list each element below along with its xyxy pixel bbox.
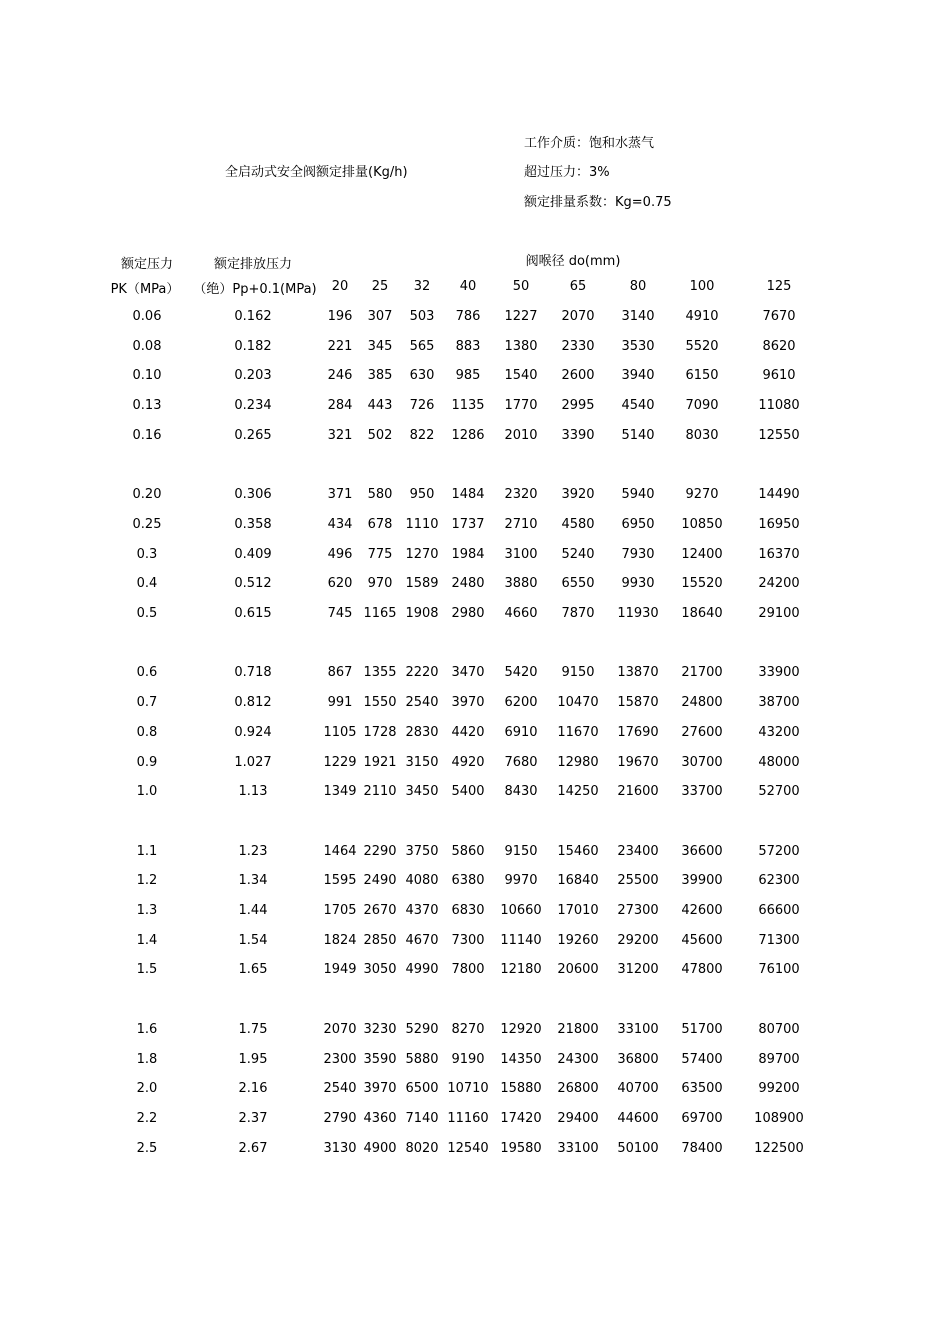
flow-cell: 25500 — [617, 873, 659, 889]
flow-cell: 14490 — [758, 487, 800, 503]
flow-cell: 29200 — [617, 932, 659, 948]
flow-cell: 18640 — [681, 606, 723, 621]
flow-cell: 57400 — [681, 1051, 723, 1067]
flow-cell: 991 — [327, 695, 353, 711]
flow-cell: 2600 — [561, 368, 595, 384]
flow-cell: 1355 — [363, 665, 397, 681]
flow-cell: 5880 — [405, 1051, 439, 1067]
flow-cell: 36600 — [681, 843, 723, 859]
page-title: 全启动式安全阀额定排量(Kg/h) — [225, 165, 408, 180]
flow-cell: 2320 — [504, 487, 538, 503]
flow-cell: 5940 — [621, 487, 655, 503]
flow-cell: 2490 — [363, 873, 397, 889]
discharge-pressure-cell: 2.37 — [238, 1110, 268, 1126]
flow-cell: 196 — [327, 309, 353, 324]
flow-cell: 11930 — [617, 606, 659, 621]
flow-cell: 6150 — [685, 368, 719, 384]
flow-cell: 12550 — [758, 427, 800, 443]
flow-cell: 16370 — [758, 546, 800, 562]
flow-cell: 45600 — [681, 932, 723, 948]
flow-cell: 3390 — [561, 427, 595, 443]
flow-cell: 26800 — [557, 1081, 599, 1097]
discharge-pressure-cell: 0.182 — [234, 338, 272, 354]
diameter-header-50: 50 — [512, 279, 530, 294]
pressure-cell: 0.9 — [136, 754, 158, 770]
flow-cell: 4360 — [363, 1110, 397, 1126]
flow-cell: 307 — [367, 309, 393, 324]
discharge-pressure-cell: 0.718 — [234, 665, 272, 681]
diameter-header-25: 25 — [371, 279, 389, 294]
discharge-pressure-cell: 1.44 — [238, 903, 268, 918]
flow-cell: 12920 — [500, 1021, 542, 1037]
flow-cell: 565 — [409, 338, 435, 354]
flow-cell: 36800 — [617, 1051, 659, 1067]
flow-cell: 50100 — [617, 1140, 659, 1156]
flow-cell: 3940 — [621, 368, 655, 384]
flow-cell: 2010 — [504, 427, 538, 443]
pressure-cell: 0.8 — [136, 724, 158, 740]
flow-cell: 71300 — [758, 932, 800, 948]
flow-cell: 27300 — [617, 903, 659, 918]
flow-cell: 2830 — [405, 724, 439, 740]
flow-cell: 20600 — [557, 962, 599, 978]
flow-cell: 42600 — [681, 903, 723, 918]
flow-cell: 21600 — [617, 784, 659, 800]
flow-cell: 6380 — [451, 873, 485, 889]
flow-cell: 3050 — [363, 962, 397, 978]
flow-cell: 3880 — [504, 576, 538, 592]
flow-cell: 48000 — [758, 754, 800, 770]
flow-cell: 11160 — [447, 1110, 489, 1126]
flow-cell: 1105 — [323, 724, 357, 740]
flow-cell: 580 — [367, 487, 393, 503]
flow-cell: 17420 — [500, 1110, 542, 1126]
flow-cell: 4370 — [405, 903, 439, 918]
discharge-pressure-cell: 0.265 — [234, 427, 272, 443]
flow-cell: 4580 — [561, 516, 595, 532]
flow-cell: 40700 — [617, 1081, 659, 1097]
flow-cell: 63500 — [681, 1081, 723, 1097]
flow-cell: 15870 — [617, 695, 659, 711]
flow-cell: 24300 — [557, 1051, 599, 1067]
discharge-pressure-cell: 0.812 — [234, 695, 272, 711]
flow-cell: 21800 — [557, 1021, 599, 1037]
flow-cell: 1286 — [451, 427, 485, 443]
flow-cell: 8020 — [405, 1140, 439, 1156]
pk-header-line2: PK（MPa） — [110, 282, 180, 297]
pressure-cell: 0.6 — [136, 665, 158, 681]
pressure-cell: 0.3 — [136, 546, 158, 562]
pressure-cell: 0.13 — [132, 398, 162, 414]
flow-cell: 6550 — [561, 576, 595, 592]
flow-cell: 7930 — [621, 546, 655, 562]
flow-cell: 15880 — [500, 1081, 542, 1097]
flow-cell: 57200 — [758, 843, 800, 859]
discharge-pressure-cell: 1.65 — [238, 962, 268, 978]
flow-cell: 630 — [409, 368, 435, 384]
pressure-cell: 1.5 — [136, 962, 158, 978]
flow-cell: 11670 — [557, 724, 599, 740]
flow-cell: 5290 — [405, 1021, 439, 1037]
flow-cell: 15460 — [557, 843, 599, 859]
flow-cell: 1824 — [323, 932, 357, 948]
flow-cell: 1540 — [504, 368, 538, 384]
discharge-pressure-cell: 1.34 — [238, 873, 268, 889]
flow-cell: 12540 — [447, 1140, 489, 1156]
diameter-header: 阀喉径 do(mm) — [525, 254, 621, 269]
pressure-cell: 1.8 — [136, 1051, 158, 1067]
flow-cell: 1908 — [405, 606, 439, 621]
flow-cell: 29400 — [557, 1110, 599, 1126]
flow-cell: 5240 — [561, 546, 595, 562]
flow-cell: 9930 — [621, 576, 655, 592]
flow-cell: 2480 — [451, 576, 485, 592]
discharge-pressure-cell: 0.615 — [234, 606, 272, 621]
flow-cell: 51700 — [681, 1021, 723, 1037]
flow-cell: 321 — [327, 427, 353, 443]
flow-cell: 12400 — [681, 546, 723, 562]
flow-cell: 6500 — [405, 1081, 439, 1097]
flow-cell: 80700 — [758, 1021, 800, 1037]
flow-cell: 7800 — [451, 962, 485, 978]
flow-cell: 47800 — [681, 962, 723, 978]
flow-cell: 99200 — [758, 1081, 800, 1097]
flow-cell: 16840 — [557, 873, 599, 889]
flow-cell: 883 — [455, 338, 481, 354]
flow-cell: 7670 — [762, 309, 796, 324]
flow-cell: 385 — [367, 368, 393, 384]
flow-cell: 10660 — [500, 903, 542, 918]
flow-cell: 1705 — [323, 903, 357, 918]
discharge-pressure-cell: 0.512 — [234, 576, 272, 592]
flow-cell: 284 — [327, 398, 353, 414]
flow-cell: 66600 — [758, 903, 800, 918]
flow-cell: 3590 — [363, 1051, 397, 1067]
pressure-cell: 1.4 — [136, 932, 158, 948]
flow-cell: 3750 — [405, 843, 439, 859]
flow-cell: 2110 — [363, 784, 397, 800]
flow-cell: 6830 — [451, 903, 485, 918]
pressure-cell: 2.5 — [136, 1140, 158, 1156]
flow-cell: 122500 — [754, 1140, 804, 1156]
flow-cell: 2850 — [363, 932, 397, 948]
flow-cell: 5420 — [504, 665, 538, 681]
flow-cell: 2220 — [405, 665, 439, 681]
flow-cell: 21700 — [681, 665, 723, 681]
flow-cell: 1550 — [363, 695, 397, 711]
flow-cell: 9970 — [504, 873, 538, 889]
flow-cell: 9150 — [504, 843, 538, 859]
flow-cell: 17690 — [617, 724, 659, 740]
flow-cell: 2995 — [561, 398, 595, 414]
flow-cell: 14250 — [557, 784, 599, 800]
flow-cell: 13870 — [617, 665, 659, 681]
flow-cell: 19260 — [557, 932, 599, 948]
medium-label: 工作介质：饱和水蒸气 — [524, 136, 655, 151]
flow-cell: 345 — [367, 338, 393, 354]
flow-cell: 38700 — [758, 695, 800, 711]
flow-cell: 1229 — [323, 754, 357, 770]
discharge-pressure-cell: 0.203 — [234, 368, 272, 384]
flow-cell: 19670 — [617, 754, 659, 770]
flow-cell: 2300 — [323, 1051, 357, 1067]
flow-cell: 8430 — [504, 784, 538, 800]
flow-cell: 14350 — [500, 1051, 542, 1067]
pressure-cell: 0.20 — [132, 487, 162, 503]
flow-cell: 1484 — [451, 487, 485, 503]
discharge-pressure-cell: 1.54 — [238, 932, 268, 948]
flow-cell: 8030 — [685, 427, 719, 443]
discharge-pressure-cell: 2.67 — [238, 1140, 268, 1156]
pp-header-line2: （绝）Pp+0.1(MPa) — [193, 282, 317, 297]
flow-cell: 9190 — [451, 1051, 485, 1067]
flow-cell: 7680 — [504, 754, 538, 770]
pressure-cell: 0.08 — [132, 338, 162, 354]
diameter-header-125: 125 — [766, 279, 792, 294]
flow-cell: 17010 — [557, 903, 599, 918]
flow-cell: 7870 — [561, 606, 595, 621]
flow-cell: 12180 — [500, 962, 542, 978]
flow-cell: 2290 — [363, 843, 397, 859]
flow-cell: 6200 — [504, 695, 538, 711]
flow-cell: 5400 — [451, 784, 485, 800]
flow-cell: 33900 — [758, 665, 800, 681]
pressure-cell: 0.16 — [132, 427, 162, 443]
flow-cell: 3530 — [621, 338, 655, 354]
flow-cell: 108900 — [754, 1110, 804, 1126]
flow-cell: 39900 — [681, 873, 723, 889]
flow-cell: 30700 — [681, 754, 723, 770]
pk-header-line1: 额定压力 — [120, 257, 174, 272]
flow-cell: 5520 — [685, 338, 719, 354]
discharge-pressure-cell: 0.162 — [234, 309, 272, 324]
flow-cell: 1984 — [451, 546, 485, 562]
flow-cell: 23400 — [617, 843, 659, 859]
flow-cell: 2710 — [504, 516, 538, 532]
flow-cell: 9150 — [561, 665, 595, 681]
flow-cell: 1380 — [504, 338, 538, 354]
flow-cell: 7140 — [405, 1110, 439, 1126]
flow-cell: 1770 — [504, 398, 538, 414]
flow-cell: 3150 — [405, 754, 439, 770]
diameter-header-20: 20 — [331, 279, 349, 294]
flow-cell: 2540 — [323, 1081, 357, 1097]
pressure-cell: 1.1 — [136, 843, 158, 859]
flow-cell: 1135 — [451, 398, 485, 414]
flow-cell: 1737 — [451, 516, 485, 532]
discharge-pressure-cell: 0.924 — [234, 724, 272, 740]
discharge-pressure-cell: 1.13 — [238, 784, 268, 800]
flow-cell: 5140 — [621, 427, 655, 443]
flow-cell: 4910 — [685, 309, 719, 324]
pressure-cell: 0.7 — [136, 695, 158, 711]
flow-cell: 78400 — [681, 1140, 723, 1156]
flow-cell: 9270 — [685, 487, 719, 503]
flow-cell: 1110 — [405, 516, 439, 532]
flow-cell: 31200 — [617, 962, 659, 978]
flow-cell: 726 — [409, 398, 435, 414]
flow-cell: 33700 — [681, 784, 723, 800]
flow-cell: 1728 — [363, 724, 397, 740]
flow-cell: 2670 — [363, 903, 397, 918]
overpressure-label: 超过压力：3% — [524, 165, 610, 180]
flow-cell: 6910 — [504, 724, 538, 740]
pressure-cell: 1.0 — [136, 784, 158, 800]
discharge-pressure-cell: 0.234 — [234, 398, 272, 414]
pressure-cell: 1.6 — [136, 1021, 158, 1037]
flow-cell: 69700 — [681, 1110, 723, 1126]
flow-cell: 1270 — [405, 546, 439, 562]
pressure-cell: 2.0 — [136, 1081, 158, 1097]
flow-cell: 89700 — [758, 1051, 800, 1067]
pressure-cell: 1.3 — [136, 903, 158, 918]
diameter-header-65: 65 — [569, 279, 587, 294]
flow-cell: 24200 — [758, 576, 800, 592]
flow-cell: 10850 — [681, 516, 723, 532]
flow-cell: 822 — [409, 427, 435, 443]
pp-header-line1: 额定排放压力 — [213, 257, 293, 272]
flow-cell: 2330 — [561, 338, 595, 354]
flow-cell: 62300 — [758, 873, 800, 889]
flow-cell: 1595 — [323, 873, 357, 889]
flow-cell: 1464 — [323, 843, 357, 859]
flow-cell: 745 — [327, 606, 353, 621]
flow-cell: 867 — [327, 665, 353, 681]
flow-cell: 678 — [367, 516, 393, 532]
flow-cell: 434 — [327, 516, 353, 532]
flow-cell: 2790 — [323, 1110, 357, 1126]
flow-cell: 1165 — [363, 606, 397, 621]
flow-cell: 3970 — [451, 695, 485, 711]
flow-cell: 496 — [327, 546, 353, 562]
flow-cell: 3970 — [363, 1081, 397, 1097]
flow-cell: 76100 — [758, 962, 800, 978]
flow-cell: 33100 — [557, 1140, 599, 1156]
flow-cell: 33100 — [617, 1021, 659, 1037]
discharge-pressure-cell: 0.358 — [234, 516, 272, 532]
pressure-cell: 0.4 — [136, 576, 158, 592]
flow-cell: 503 — [409, 309, 435, 324]
flow-cell: 1949 — [323, 962, 357, 978]
flow-cell: 502 — [367, 427, 393, 443]
flow-cell: 1227 — [504, 309, 538, 324]
flow-cell: 8620 — [762, 338, 796, 354]
discharge-pressure-cell: 1.23 — [238, 843, 268, 859]
flow-cell: 4900 — [363, 1140, 397, 1156]
diameter-header-80: 80 — [629, 279, 647, 294]
flow-cell: 950 — [409, 487, 435, 503]
flow-cell: 985 — [455, 368, 481, 384]
flow-cell: 44600 — [617, 1110, 659, 1126]
flow-cell: 371 — [327, 487, 353, 503]
pressure-cell: 0.10 — [132, 368, 162, 384]
flow-cell: 3140 — [621, 309, 655, 324]
flow-cell: 4990 — [405, 962, 439, 978]
flow-cell: 7090 — [685, 398, 719, 414]
flow-cell: 27600 — [681, 724, 723, 740]
flow-cell: 246 — [327, 368, 353, 384]
flow-cell: 4420 — [451, 724, 485, 740]
flow-cell: 52700 — [758, 784, 800, 800]
flow-cell: 6950 — [621, 516, 655, 532]
discharge-pressure-cell: 0.306 — [234, 487, 272, 503]
flow-cell: 11140 — [500, 932, 542, 948]
flow-cell: 786 — [455, 309, 481, 324]
flow-cell: 1921 — [363, 754, 397, 770]
flow-cell: 3230 — [363, 1021, 397, 1037]
flow-cell: 1589 — [405, 576, 439, 592]
flow-cell: 16950 — [758, 516, 800, 532]
flow-cell: 8270 — [451, 1021, 485, 1037]
flow-cell: 4920 — [451, 754, 485, 770]
flow-cell: 4660 — [504, 606, 538, 621]
discharge-pressure-cell: 2.16 — [238, 1081, 268, 1097]
flow-cell: 12980 — [557, 754, 599, 770]
flow-cell: 4540 — [621, 398, 655, 414]
flow-cell: 2070 — [561, 309, 595, 324]
flow-cell: 221 — [327, 338, 353, 354]
flow-cell: 2980 — [451, 606, 485, 621]
flow-cell: 3470 — [451, 665, 485, 681]
flow-cell: 5860 — [451, 843, 485, 859]
flow-cell: 4670 — [405, 932, 439, 948]
flow-cell: 11080 — [758, 398, 800, 414]
pressure-cell: 0.06 — [132, 309, 162, 324]
pressure-cell: 2.2 — [136, 1110, 158, 1126]
flow-cell: 2540 — [405, 695, 439, 711]
discharge-pressure-cell: 1.95 — [238, 1051, 268, 1067]
flow-cell: 7300 — [451, 932, 485, 948]
flow-cell: 2070 — [323, 1021, 357, 1037]
flow-cell: 15520 — [681, 576, 723, 592]
flow-cell: 620 — [327, 576, 353, 592]
diameter-header-40: 40 — [459, 279, 477, 294]
flow-cell: 3920 — [561, 487, 595, 503]
flow-cell: 775 — [367, 546, 393, 562]
pressure-cell: 1.2 — [136, 873, 158, 889]
flow-cell: 4080 — [405, 873, 439, 889]
flow-cell: 10470 — [557, 695, 599, 711]
discharge-pressure-cell: 0.409 — [234, 546, 272, 562]
coefficient-label: 额定排量系数：Kg=0.75 — [524, 195, 672, 210]
discharge-pressure-cell: 1.75 — [238, 1021, 268, 1037]
flow-cell: 9610 — [762, 368, 796, 384]
flow-cell: 443 — [367, 398, 393, 414]
flow-cell: 970 — [367, 576, 393, 592]
flow-cell: 29100 — [758, 606, 800, 621]
flow-cell: 3130 — [323, 1140, 357, 1156]
pressure-cell: 0.5 — [136, 606, 158, 621]
discharge-pressure-cell: 1.027 — [234, 754, 272, 770]
flow-cell: 3450 — [405, 784, 439, 800]
diameter-header-100: 100 — [689, 279, 715, 294]
flow-cell: 3100 — [504, 546, 538, 562]
pressure-cell: 0.25 — [132, 516, 162, 532]
flow-cell: 24800 — [681, 695, 723, 711]
flow-cell: 19580 — [500, 1140, 542, 1156]
flow-cell: 43200 — [758, 724, 800, 740]
flow-cell: 1349 — [323, 784, 357, 800]
flow-cell: 10710 — [447, 1081, 489, 1097]
diameter-header-32: 32 — [413, 279, 431, 294]
